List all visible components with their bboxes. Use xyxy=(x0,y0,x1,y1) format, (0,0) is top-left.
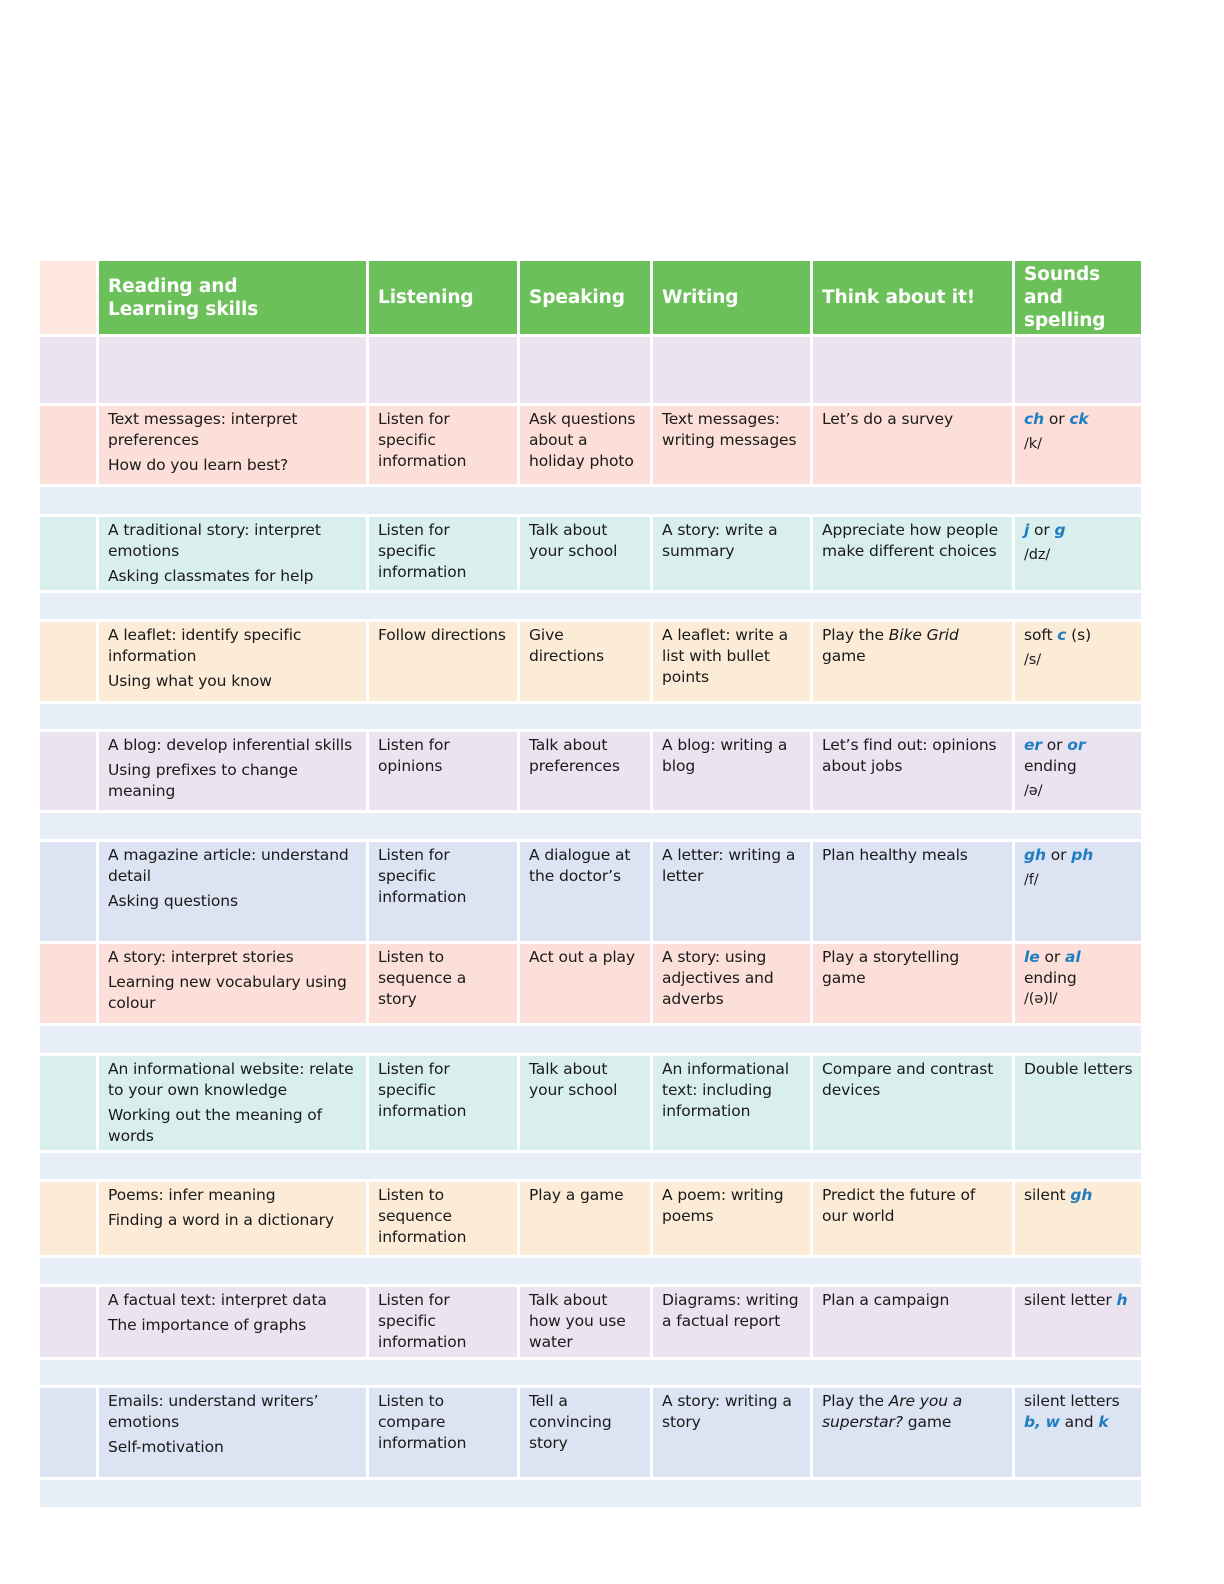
think-cell: Play a storytelling game xyxy=(812,943,1014,1025)
writing-cell: An informational text: including information xyxy=(652,1055,812,1152)
think-cell: Play the Are you a superstar? game xyxy=(812,1387,1014,1479)
header-reading: Reading and Learning skills xyxy=(98,260,368,336)
writing-cell: A leaflet: write a list with bullet points xyxy=(652,621,812,703)
reading-cell: A traditional story: interpret emotions Asking classmates for help xyxy=(98,516,368,592)
sounds-cell: j or g /dz/ xyxy=(1014,516,1143,592)
row-marker xyxy=(39,1286,98,1359)
listening-cell: Listen for specific information xyxy=(368,841,519,943)
listening-cell: Listen for specific information xyxy=(368,1055,519,1152)
row-marker xyxy=(39,516,98,592)
speaking-cell: Talk about your school xyxy=(519,1055,652,1152)
row-marker xyxy=(39,1181,98,1257)
listening-cell: Listen to sequence a story xyxy=(368,943,519,1025)
listening-cell: Listen to compare information xyxy=(368,1387,519,1479)
sounds-cell: Double letters xyxy=(1014,1055,1143,1152)
listening-cell: Listen for opinions xyxy=(368,731,519,812)
sounds-cell: le or al ending /(ə)l/ xyxy=(1014,943,1143,1025)
think-cell: Let’s do a survey xyxy=(812,405,1014,486)
writing-cell: A letter: writing a letter xyxy=(652,841,812,943)
think-cell: Plan healthy meals xyxy=(812,841,1014,943)
table-row xyxy=(39,1181,1143,1257)
syllabus-table xyxy=(37,258,1144,1510)
table-row xyxy=(39,621,1143,703)
speaking-cell: Act out a play xyxy=(519,943,652,1025)
listening-cell: Listen for specific information xyxy=(368,516,519,592)
think-cell: Play the Bike Grid game xyxy=(812,621,1014,703)
sounds-cell: gh or ph /f/ xyxy=(1014,841,1143,943)
speaking-cell: A dialogue at the doctor’s xyxy=(519,841,652,943)
writing-cell: Text messages: writing messages xyxy=(652,405,812,486)
table-row xyxy=(39,731,1143,812)
reading-cell: Text messages: interpret preferences How do you learn best? xyxy=(98,405,368,486)
sounds-cell: soft c (s) /s/ xyxy=(1014,621,1143,703)
row-marker xyxy=(39,943,98,1025)
reading-cell: A magazine article: understand detail Asking questions xyxy=(98,841,368,943)
blank-row xyxy=(39,336,1143,405)
reading-cell: Poems: infer meaning Finding a word in a dictionary xyxy=(98,1181,368,1257)
row-marker xyxy=(39,621,98,703)
speaking-cell: Talk about how you use water xyxy=(519,1286,652,1359)
row-marker xyxy=(39,1055,98,1152)
header-writing: Writing xyxy=(652,260,812,336)
reading-cell: Emails: understand writers’ emotions Self-motivation xyxy=(98,1387,368,1479)
think-cell: Let’s find out: opinions about jobs xyxy=(812,731,1014,812)
speaking-cell: Talk about preferences xyxy=(519,731,652,812)
listening-cell: Listen for specific information xyxy=(368,1286,519,1359)
sounds-cell: silent letter h xyxy=(1014,1286,1143,1359)
think-cell: Appreciate how people make different choices xyxy=(812,516,1014,592)
writing-cell: A story: using adjectives and adverbs xyxy=(652,943,812,1025)
header-speaking: Speaking xyxy=(519,260,652,336)
speaking-cell: Talk about your school xyxy=(519,516,652,592)
sounds-cell: silent gh xyxy=(1014,1181,1143,1257)
writing-cell: A story: writing a story xyxy=(652,1387,812,1479)
table-row xyxy=(39,841,1143,943)
sounds-cell: er or or ending /ə/ xyxy=(1014,731,1143,812)
listening-cell: Follow directions xyxy=(368,621,519,703)
writing-cell: Diagrams: writing a factual report xyxy=(652,1286,812,1359)
header-listening: Listening xyxy=(368,260,519,336)
listening-cell: Listen to sequence information xyxy=(368,1181,519,1257)
sounds-cell: ch or ck /k/ xyxy=(1014,405,1143,486)
writing-cell: A story: write a summary xyxy=(652,516,812,592)
table-row xyxy=(39,1387,1143,1479)
table-row xyxy=(39,516,1143,592)
writing-cell: A poem: writing poems xyxy=(652,1181,812,1257)
row-marker xyxy=(39,1387,98,1479)
writing-cell: A blog: writing a blog xyxy=(652,731,812,812)
speaking-cell: Ask questions about a holiday photo xyxy=(519,405,652,486)
think-cell: Plan a campaign xyxy=(812,1286,1014,1359)
row-marker xyxy=(39,405,98,486)
sounds-cell: silent letters b, w and k xyxy=(1014,1387,1143,1479)
table-row xyxy=(39,405,1143,486)
reading-cell: An informational website: relate to your own knowledge Working out the meaning of words xyxy=(98,1055,368,1152)
speaking-cell: Play a game xyxy=(519,1181,652,1257)
reading-cell: A story: interpret stories Learning new vocabulary using colour xyxy=(98,943,368,1025)
table-row xyxy=(39,943,1143,1025)
header-think: Think about it! xyxy=(812,260,1014,336)
row-marker xyxy=(39,841,98,943)
speaking-cell: Tell a convincing story xyxy=(519,1387,652,1479)
reading-cell: A leaflet: identify specific information Using what you know xyxy=(98,621,368,703)
listening-cell: Listen for specific information xyxy=(368,405,519,486)
header-row xyxy=(39,260,1143,336)
reading-cell: A blog: develop inferential skills Using prefixes to change meaning xyxy=(98,731,368,812)
table-row xyxy=(39,1286,1143,1359)
reading-cell: A factual text: interpret data The importance of graphs xyxy=(98,1286,368,1359)
think-cell: Predict the future of our world xyxy=(812,1181,1014,1257)
think-cell: Compare and contrast devices xyxy=(812,1055,1014,1152)
row-marker xyxy=(39,731,98,812)
speaking-cell: Give directions xyxy=(519,621,652,703)
header-sounds: Sounds and spelling xyxy=(1014,260,1143,336)
header-corner xyxy=(39,260,98,336)
table-row xyxy=(39,1055,1143,1152)
